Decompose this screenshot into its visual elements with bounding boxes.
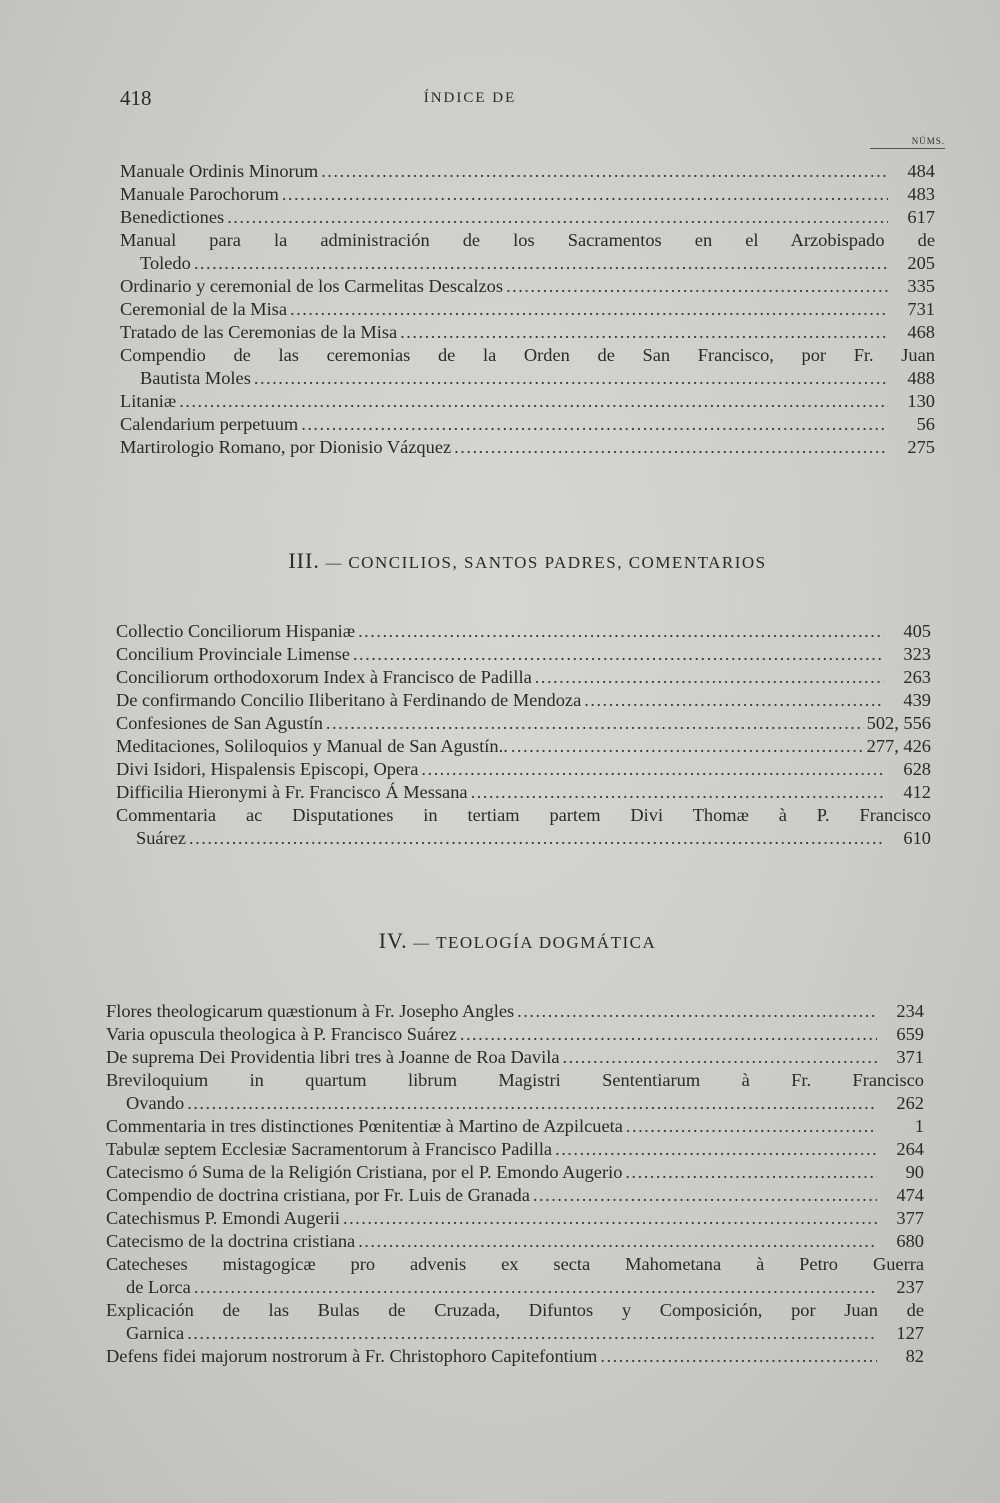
entry-title: Suárez bbox=[136, 828, 187, 848]
index-entry bbox=[120, 183, 935, 206]
entry-number: 82 bbox=[905, 1346, 924, 1366]
entry-number: 484 bbox=[907, 161, 935, 181]
section-teologia-list bbox=[106, 1000, 924, 1368]
index-entry bbox=[106, 1184, 924, 1207]
entry-title: Garnica bbox=[126, 1323, 185, 1343]
entry-number: 275 bbox=[907, 437, 935, 457]
dot-leader bbox=[358, 1230, 877, 1253]
dot-leader bbox=[563, 1046, 878, 1069]
entry-title-first-line: Commentaria ac Disputationes in tertiam partem Divi Thomæ à P. Francisco bbox=[116, 805, 931, 825]
index-entry bbox=[120, 321, 935, 344]
index-entry bbox=[106, 1161, 924, 1184]
entry-title-first-line: Manual para la administración de los Sacramentos en el Arzobispado de bbox=[120, 230, 935, 250]
index-entry bbox=[120, 206, 935, 229]
index-entry bbox=[106, 1000, 924, 1023]
entry-title: Toledo bbox=[140, 253, 191, 273]
index-entry bbox=[106, 1115, 924, 1138]
entry-number: 90 bbox=[905, 1162, 924, 1182]
dot-leader bbox=[194, 252, 888, 275]
dot-leader bbox=[326, 712, 864, 735]
section-liturgy-list bbox=[120, 160, 935, 459]
entry-number: 262 bbox=[896, 1093, 924, 1113]
entry-number: 474 bbox=[896, 1185, 924, 1205]
dot-leader bbox=[460, 1023, 877, 1046]
entry-number: 371 bbox=[896, 1047, 924, 1067]
section-heading-iii bbox=[120, 548, 935, 574]
entry-title: Conciliorum orthodoxorum Index à Francisco de Padilla bbox=[116, 667, 532, 687]
index-entry bbox=[120, 390, 935, 413]
dot-leader bbox=[600, 1345, 877, 1368]
index-entry bbox=[106, 1138, 924, 1161]
dot-leader bbox=[194, 1276, 877, 1299]
entry-title: Ovando bbox=[126, 1093, 185, 1113]
index-entry bbox=[116, 666, 931, 689]
entry-number: 1 bbox=[914, 1116, 924, 1136]
entry-number: 610 bbox=[903, 828, 931, 848]
entry-title: Benedictiones bbox=[120, 207, 225, 227]
entry-title-first-line: Catecheses mistagogicæ pro advenis ex secta Mahometana à Petro Guerra bbox=[106, 1254, 924, 1274]
entry-number: 628 bbox=[903, 759, 931, 779]
index-entry bbox=[106, 1299, 924, 1345]
entry-title: Confesiones de San Agustín bbox=[116, 713, 323, 733]
entry-title: Catecismo ó Suma de la Religión Cristiana, por el P. Emondo Augerio bbox=[106, 1162, 623, 1182]
index-entry bbox=[106, 1230, 924, 1253]
index-entry bbox=[106, 1207, 924, 1230]
entry-number: 263 bbox=[903, 667, 931, 687]
heading-roman-numeral: IV. bbox=[378, 928, 408, 953]
index-entry bbox=[106, 1253, 924, 1299]
dot-leader bbox=[189, 827, 884, 850]
dot-leader bbox=[471, 781, 884, 804]
entry-number: 617 bbox=[907, 207, 935, 227]
entry-number: 731 bbox=[907, 299, 935, 319]
entry-title: de Lorca bbox=[126, 1277, 191, 1297]
entry-title: Concilium Provinciale Limense bbox=[116, 644, 350, 664]
page-number: 418 bbox=[120, 86, 152, 110]
dot-leader bbox=[290, 298, 888, 321]
entry-title: Manuale Parochorum bbox=[120, 184, 279, 204]
page-header bbox=[120, 86, 940, 116]
entry-number: 405 bbox=[903, 621, 931, 641]
dot-leader bbox=[584, 689, 884, 712]
entry-title-first-line: Compendio de las ceremonias de la Orden de San Francisco, por Fr. Juan bbox=[120, 345, 935, 365]
dot-leader bbox=[400, 321, 888, 344]
entry-title: Meditaciones, Soliloquios y Manual de San Agustín.. bbox=[116, 736, 508, 756]
dot-leader bbox=[625, 1161, 877, 1184]
index-entry bbox=[106, 1345, 924, 1368]
entry-title: Difficilia Hieronymi à Fr. Francisco Á Messana bbox=[116, 782, 468, 802]
entry-title-first-line: Breviloquium in quartum librum Magistri Sententiarum à Fr. Francisco bbox=[106, 1070, 924, 1090]
entry-title: De suprema Dei Providentia libri tres à Joanne de Roa Davila bbox=[106, 1047, 560, 1067]
dot-leader bbox=[254, 367, 888, 390]
index-entry bbox=[116, 620, 931, 643]
entry-title-first-line: Explicación de las Bulas de Cruzada, Difuntos y Composición, por Juan de bbox=[106, 1300, 924, 1320]
index-entry bbox=[116, 781, 931, 804]
running-head: ÍNDICE DE bbox=[423, 90, 517, 106]
entry-title: Martirologio Romano, por Dionisio Vázquez bbox=[120, 437, 452, 457]
dot-leader bbox=[421, 758, 884, 781]
section-heading-iv bbox=[110, 928, 925, 954]
entry-title: Compendio de doctrina cristiana, por Fr. Luis de Granada bbox=[106, 1185, 530, 1205]
index-entry bbox=[120, 436, 935, 459]
entry-number: 323 bbox=[903, 644, 931, 664]
entry-number: 412 bbox=[903, 782, 931, 802]
entry-number: 680 bbox=[896, 1231, 924, 1251]
heading-dash: — bbox=[413, 935, 431, 952]
entry-title: Tratado de las Ceremonias de la Misa bbox=[120, 322, 398, 342]
entry-number: 56 bbox=[916, 414, 935, 434]
entry-number: 277, 426 bbox=[866, 736, 931, 756]
dot-leader bbox=[626, 1115, 877, 1138]
entry-number: 468 bbox=[907, 322, 935, 342]
index-entry bbox=[120, 344, 935, 390]
entry-title: Litaniæ bbox=[120, 391, 177, 411]
entry-title: Tabulæ septem Ecclesiæ Sacramentorum à Francisco Padilla bbox=[106, 1139, 553, 1159]
index-entry bbox=[120, 160, 935, 183]
entry-number: 483 bbox=[907, 184, 935, 204]
entry-title: Manuale Ordinis Minorum bbox=[120, 161, 319, 181]
index-entry bbox=[116, 643, 931, 666]
entry-title: Flores theologicarum quæstionum à Fr. Josepho Angles bbox=[106, 1001, 515, 1021]
entry-title: Ordinario y ceremonial de los Carmelitas Descalzos bbox=[120, 276, 504, 296]
dot-leader bbox=[511, 735, 864, 758]
dot-leader bbox=[301, 413, 888, 436]
section-concilios-list bbox=[116, 620, 931, 850]
dot-leader bbox=[555, 1138, 877, 1161]
dot-leader bbox=[533, 1184, 877, 1207]
dot-leader bbox=[535, 666, 884, 689]
entry-number: 377 bbox=[896, 1208, 924, 1228]
entry-title: Bautista Moles bbox=[140, 368, 251, 388]
index-entry bbox=[106, 1023, 924, 1046]
index-entry bbox=[120, 298, 935, 321]
entry-title: De confirmando Concilio Iliberitano à Ferdinando de Mendoza bbox=[116, 690, 582, 710]
dot-leader bbox=[506, 275, 888, 298]
heading-title: CONCILIOS, SANTOS PADRES, COMENTARIOS bbox=[348, 553, 767, 572]
index-entry bbox=[116, 735, 931, 758]
dot-leader bbox=[227, 206, 888, 229]
dot-leader bbox=[517, 1000, 877, 1023]
dot-leader bbox=[321, 160, 888, 183]
index-entry bbox=[116, 689, 931, 712]
dot-leader bbox=[187, 1322, 877, 1345]
entry-number: 659 bbox=[896, 1024, 924, 1044]
entry-number: 127 bbox=[896, 1323, 924, 1343]
entry-title: Commentaria in tres distinctiones Pœnitentiæ à Martino de Azpilcueta bbox=[106, 1116, 623, 1136]
entry-number: 264 bbox=[896, 1139, 924, 1159]
entry-title: Catecismo de la doctrina cristiana bbox=[106, 1231, 356, 1251]
dot-leader bbox=[454, 436, 888, 459]
index-entry bbox=[106, 1069, 924, 1115]
index-entry bbox=[116, 804, 931, 850]
entry-title: Varia opuscula theologica à P. Francisco Suárez bbox=[106, 1024, 457, 1044]
entry-title: Collectio Conciliorum Hispaniæ bbox=[116, 621, 356, 641]
index-entry bbox=[116, 712, 931, 735]
entry-title: Catechismus P. Emondi Augerii bbox=[106, 1208, 340, 1228]
entry-title: Calendarium perpetuum bbox=[120, 414, 299, 434]
entry-number: 335 bbox=[907, 276, 935, 296]
index-entry bbox=[116, 758, 931, 781]
dot-leader bbox=[179, 390, 888, 413]
index-entry bbox=[106, 1046, 924, 1069]
column-label: NÚMS. bbox=[870, 136, 945, 149]
heading-dash: — bbox=[325, 555, 343, 572]
dot-leader bbox=[187, 1092, 877, 1115]
entry-number: 237 bbox=[896, 1277, 924, 1297]
entry-title: Defens fidei majorum nostrorum à Fr. Christophoro Capitefontium bbox=[106, 1346, 598, 1366]
dot-leader bbox=[358, 620, 884, 643]
entry-number: 439 bbox=[903, 690, 931, 710]
dot-leader bbox=[282, 183, 888, 206]
entry-title: Ceremonial de la Misa bbox=[120, 299, 287, 319]
dot-leader bbox=[353, 643, 884, 666]
entry-number: 502, 556 bbox=[866, 713, 931, 733]
dot-leader bbox=[343, 1207, 877, 1230]
entry-number: 234 bbox=[896, 1001, 924, 1021]
heading-roman-numeral: III. bbox=[288, 548, 320, 573]
entry-number: 488 bbox=[907, 368, 935, 388]
index-entry bbox=[120, 413, 935, 436]
entry-number: 205 bbox=[907, 253, 935, 273]
entry-title: Divi Isidori, Hispalensis Episcopi, Opera bbox=[116, 759, 419, 779]
index-entry bbox=[120, 275, 935, 298]
index-entry bbox=[120, 229, 935, 275]
entry-number: 130 bbox=[907, 391, 935, 411]
heading-title: TEOLOGÍA DOGMÁTICA bbox=[436, 933, 657, 952]
